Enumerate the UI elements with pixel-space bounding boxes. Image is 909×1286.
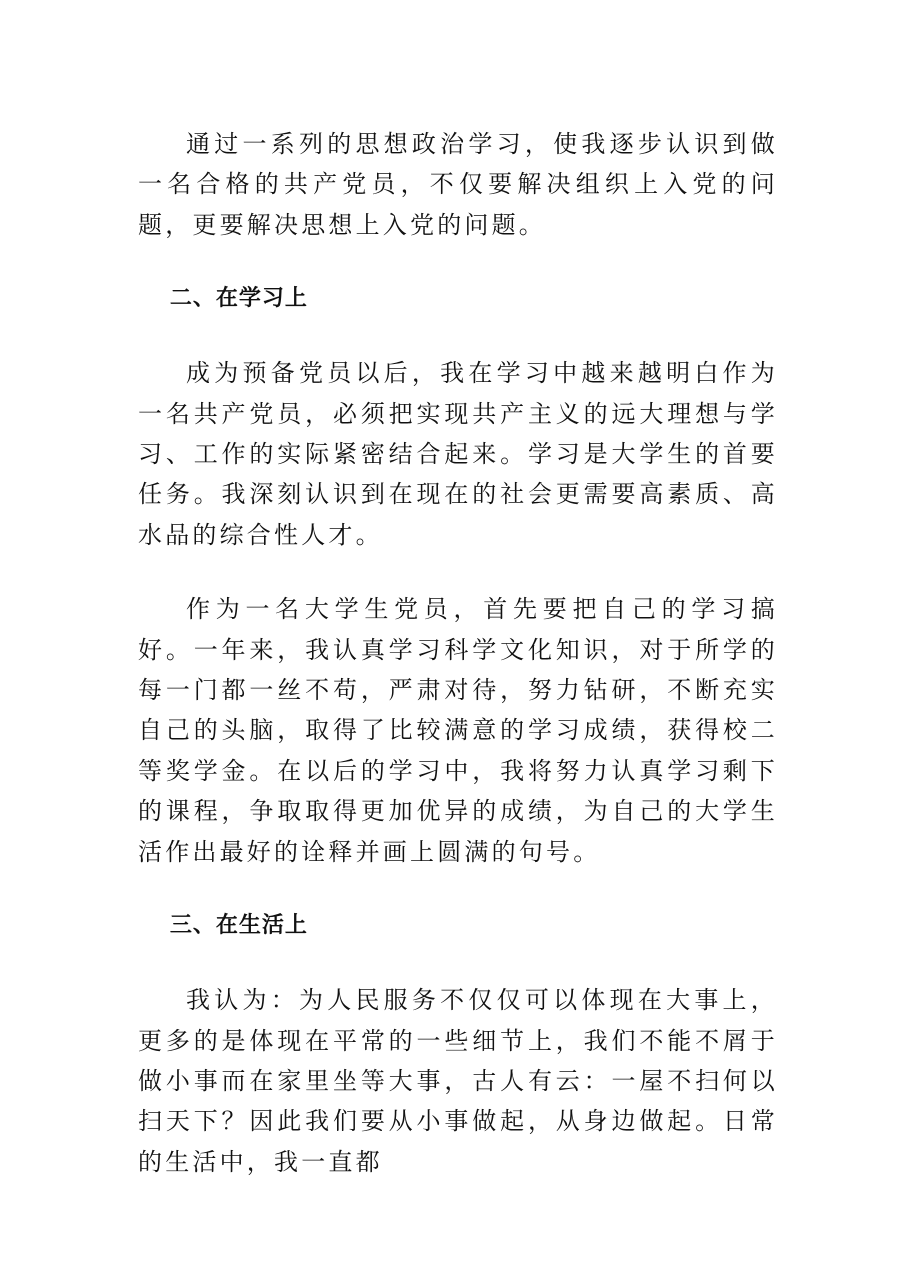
paragraph-probationary-member: 成为预备党员以后，我在学习中越来越明白作为一名共产党员，必须把实现共产主义的远大理想与学习、工作的实际紧密结合起来。学习是大学生的首要任务。我深刻认识到在现在的社会更需要高素质、高水品的综合性人才。 <box>138 359 778 549</box>
section-heading-study: 二、在学习上 <box>169 286 308 312</box>
paragraph-thought-study: 通过一系列的思想政治学习，使我逐步认识到做一名合格的共产党员，不仅要解决组织上入党的问题，更要解决思想上入党的问题。 <box>138 130 778 239</box>
document-body <box>138 124 778 1182</box>
paragraph-serve-people: 我认为：为人民服务不仅仅可以体现在大事上，更多的是体现在平常的一些细节上，我们不能不屑于做小事而在家里坐等大事，古人有云：一屋不扫何以扫天下？因此我们要从小事做起，从身边做起。日常的生活中，我一直都 <box>138 986 778 1176</box>
paragraph-student-member: 作为一名大学生党员，首先要把自己的学习搞好。一年来，我认真学习科学文化知识，对于所学的每一门都一丝不苟，严肃对待，努力钻研，不断充实自己的头脑，取得了比较满意的学习成绩，获得校二等奖学金。在以后的学习中，我将努力认真学习剩下的课程，争取取得更加优异的成绩，为自己的大学生活作出最好的诠释并画上圆满的句号。 <box>138 595 778 866</box>
section-heading-life: 三、在生活上 <box>169 913 308 939</box>
